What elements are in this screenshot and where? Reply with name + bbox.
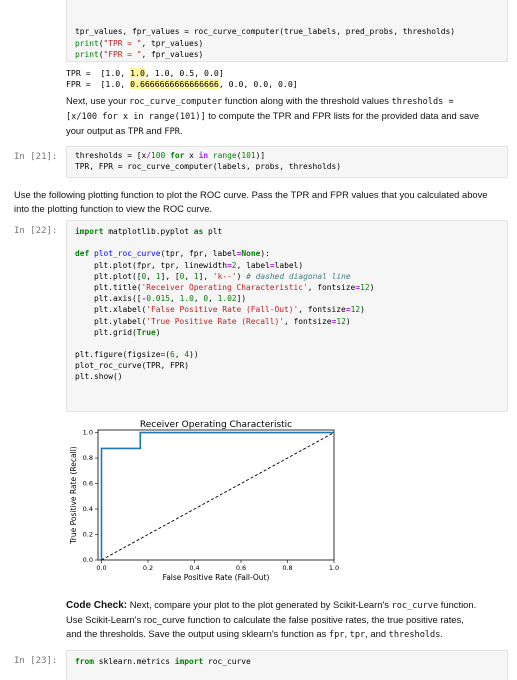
cell-prompt-22: In [22]: (14, 226, 58, 236)
code-cell-23[interactable] (66, 650, 508, 680)
cell-output: TPR = [1.0, 1.0, 1.0, 0.5, 0.0] FPR = [1.0, 0.6666666666666666, 0.0, 0.0, 0.0] (66, 68, 298, 89)
code-line: tpr_values, fpr_values = roc_curve_computer(true_labels, pred_probs, thresholds) (75, 27, 456, 37)
code-line (75, 237, 499, 248)
x-tick-label: 0.0 (96, 564, 107, 572)
code-line: plt.figure(figsize=(6, 4)) (75, 350, 199, 360)
code-line: import matplotlib.pyplot as plt (75, 227, 223, 236)
markdown-cell-2: Use the following plotting function to plot the ROC curve. Pass the TPR and FPR values that you calculated above into the plotting function to view the ROC curve. (14, 189, 488, 215)
x-axis-label: False Positive Rate (Fall-Out) (162, 573, 270, 582)
x-tick-label: 0.2 (142, 564, 154, 572)
code-line: plt.ylabel('True Positive Rate (Recall)', fontsize=12) (75, 316, 351, 326)
y-tick-label: 0.0 (82, 556, 93, 564)
y-tick-label: 0.6 (82, 479, 93, 488)
x-tick-label: 0.8 (282, 564, 293, 572)
y-tick-label: 0.2 (82, 530, 93, 539)
code-line: thresholds = [x/100 for x in range(101)] (75, 151, 266, 160)
y-axis-label: True Positive Rate (Recall) (69, 446, 78, 544)
y-tick-label: 0.8 (82, 454, 93, 463)
y-tick-label: 0.4 (82, 505, 93, 514)
y-tick-label: 1.0 (82, 428, 93, 437)
code-cell-top[interactable] (66, 0, 508, 62)
x-tick-label: 1.0 (328, 564, 340, 572)
code-line: plt.grid(True) (75, 327, 161, 337)
code-line (75, 338, 499, 349)
code-line: TPR, FPR = roc_curve_computer(labels, probs, thresholds) (75, 162, 342, 172)
code-line: plt.plot(fpr, tpr, linewidth=2, label=label) (75, 260, 304, 270)
code-cell-22[interactable] (66, 220, 508, 412)
code-line: plt.title('Receiver Operating Characteristic', fontsize=12) (75, 282, 375, 292)
code-line: def plot_roc_curve(tpr, fpr, label=None): (75, 249, 270, 259)
markdown-cell-3: Code Check: Next, compare your plot to the plot generated by Scikit-Learn's roc_curve function. Use Scikit-Learn's roc_curve function to calculate the false positive rates, the true positive rates, and the thresholds. Save the output using sklearn's function as fpr, tpr, and thresholds. (66, 599, 477, 641)
roc-chart (64, 418, 344, 588)
plot-area (98, 430, 334, 560)
code-line: print("TPR = ", tpr_values) (75, 38, 204, 48)
code-cell-21[interactable] (66, 146, 508, 178)
x-tick-label: 0.4 (189, 564, 200, 572)
code-line: plt.plot([0, 1], [0, 1], 'k--') # dashed diagonal line (75, 271, 351, 281)
code-line: plot_roc_curve(TPR, FPR) (75, 361, 190, 371)
code-line (75, 15, 499, 26)
code-line: print("FPR = ", fpr_values) (75, 49, 204, 59)
x-tick-label: 0.6 (235, 564, 247, 572)
code-line: plt.axis([-0.015, 1.0, 0, 1.02]) (75, 294, 247, 304)
chart-title: Receiver Operating Characteristic (139, 420, 293, 430)
markdown-cell-1: Next, use your roc_curve_computer function along with the threshold values thresholds = [x/100 for x in range(101)] to compute the TPR and FPR lists for the provided data and save your output as TPR and FPR. (66, 95, 480, 138)
code-line: from sklearn.metrics import roc_curve (75, 657, 251, 666)
cell-prompt-23: In [23]: (14, 656, 58, 666)
code-line: plt.show() (75, 372, 123, 382)
code-line: plt.xlabel('False Positive Rate (Fall-Out)', fontsize=12) (75, 305, 365, 315)
cell-prompt-21: In [21]: (14, 152, 58, 162)
